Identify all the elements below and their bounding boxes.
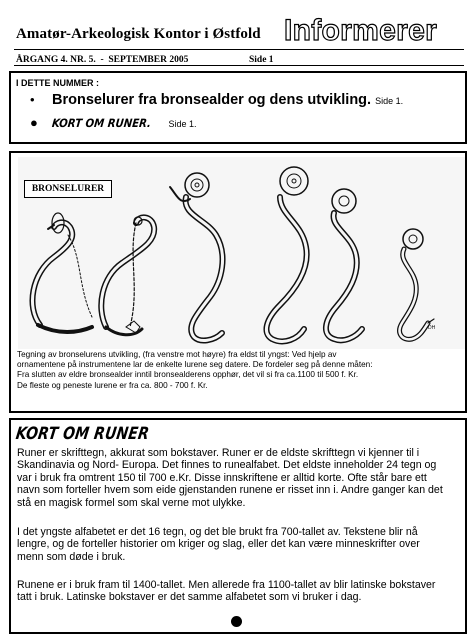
toc-item[interactable] xyxy=(30,92,403,108)
text-line: var i bruk fra omtrent 150 til 700 e.Kr. Disse innskriftene er alltid korte. Ofte står bare ett xyxy=(17,471,427,484)
bullet-icon: • xyxy=(30,92,35,107)
end-mark-icon xyxy=(231,616,242,627)
article-title: KORT OM RUNER xyxy=(14,424,151,444)
toc-item-page: Side 1. xyxy=(375,96,404,106)
article-paragraph xyxy=(17,447,463,509)
header-rule-bottom xyxy=(14,65,464,66)
lur-6 xyxy=(400,229,434,339)
text-line: Runer er skrifttegn, akkurat som bokstaver. Runer er de eldste skrifttegn vi kjenner til i xyxy=(17,447,420,459)
header-rule-top xyxy=(14,49,464,50)
figure-label: BRONSELURER xyxy=(24,180,112,198)
article-paragraph xyxy=(17,526,463,563)
toc-item-title: Bronselurer fra bronsealder og dens utvikling. xyxy=(52,92,372,108)
artist-signature: DH xyxy=(428,325,436,331)
toc-item[interactable] xyxy=(30,115,197,130)
text-line: tatt i bruk. Latinske bokstaver er det samme alfabetet som vi bruker i dag. xyxy=(17,591,362,604)
caption-line: Fra slutten av eldre bronsealder inntil bronsealderens opphør, det vil si fra ca.1100 til 500 f. Kr. xyxy=(17,370,359,380)
caption-line: ornamentene på instrumentene lar de enkelte lurene seg datere. De fordeler seg på denne måten: xyxy=(17,360,373,370)
text-line: lengre, og de forteller historier om kriger og slag, eller det kan være minneskrifter over xyxy=(17,538,420,551)
article-paragraph xyxy=(17,579,463,604)
toc-heading: I DETTE NUMMER : xyxy=(16,78,99,88)
organization-name: Amatør-Arkeologisk Kontor i Østfold xyxy=(16,26,261,42)
lur-2 xyxy=(101,217,154,335)
text-line: Skandinavia og Nord- Europa. Det finnes to runealfabet. Det eldste inneholder 24 tegn og xyxy=(17,459,437,472)
issue-line: ÅRGANG 4. NR. 5. - SEPTEMBER 2005 xyxy=(16,55,189,65)
text-line: menn som døde i bruk. xyxy=(17,550,126,563)
caption-line: Tegning av bronselurens utvikling, (fra venstre mot høyre) fra eldst til yngst: Ved hjelp av xyxy=(17,350,337,359)
text-line: stå en magisk formel som skal verne mot ulykke. xyxy=(17,496,246,509)
lur-1 xyxy=(32,213,92,332)
figure-caption xyxy=(17,350,463,391)
lur-4 xyxy=(266,167,308,341)
toc-item-title: KORT OM RUNER. xyxy=(51,116,152,130)
toc-item-page: Side 1. xyxy=(168,119,197,129)
caption-line: De fleste og peneste lurene er fra ca. 800 - 700 f. Kr. xyxy=(17,380,208,390)
text-line: navn som forteller hvem som eide gjenstanden runene er risset inn i. Andre ganger kan det xyxy=(17,484,443,497)
page-number: Side 1 xyxy=(249,55,274,65)
text-line: I det yngste alfabetet er det 16 tegn, og det ble brukt fra 700-tallet av. Tekstene blir nå xyxy=(17,526,418,538)
newsletter-logo: Informerer xyxy=(284,14,438,47)
text-line: Runene er i bruk fram til 1400-tallet. Men allerede fra 1100-tallet av blir latinske bokstaver xyxy=(17,579,436,591)
lur-5 xyxy=(326,189,362,340)
bullet-icon: ● xyxy=(30,115,38,130)
lur-3 xyxy=(170,173,223,340)
